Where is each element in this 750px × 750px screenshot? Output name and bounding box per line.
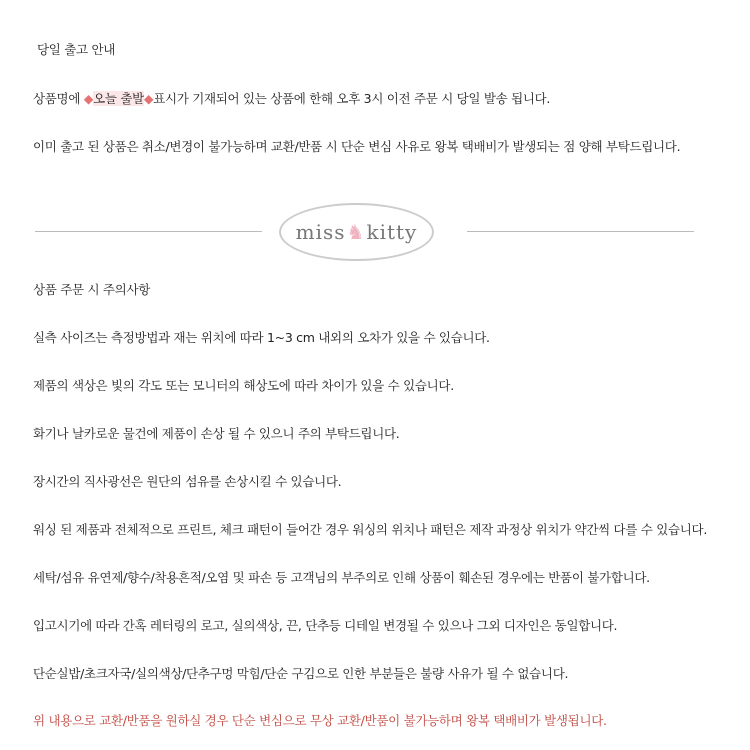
diamond-icon: ◆ (143, 91, 154, 106)
notice-item: 장시간의 직사광선은 원단의 섬유를 손상시킬 수 있습니다. (33, 474, 342, 489)
divider-right (467, 231, 694, 232)
diamond-icon: ◆ (83, 91, 94, 106)
notice-item: 입고시기에 따라 간혹 레터링의 로고, 실의색상, 끈, 단추등 디테일 변경될 수 있으나 그외 디자인은 동일합니다. (33, 618, 618, 633)
notice-item: 화기나 날카로운 물건에 제품이 손상 될 수 있으니 주의 부탁드립니다. (33, 426, 400, 441)
cat-icon: ♞ (346, 220, 366, 244)
return-warning: 위 내용으로 교환/반품을 원하실 경우 단순 변심으로 무상 교환/반품이 불가능하며 왕복 택배비가 발생됩니다. (33, 713, 607, 728)
notice-title: 상품 주문 시 주의사항 (33, 282, 150, 297)
notice-item: 단순실밥/초크자국/실의색상/단추구멍 막힘/단순 구김으로 인한 부분들은 불량 사유가 될 수 없습니다. (33, 666, 569, 681)
shipping-title: 당일 출고 안내 (37, 42, 115, 57)
notice-item: 워싱 된 제품과 전체적으로 프린트, 체크 패턴이 들어간 경우 워싱의 위치나 패턴은 제작 과정상 위치가 약간씩 다를 수 있습니다. (33, 522, 707, 537)
same-day-shipping-note (33, 89, 550, 107)
notice-item: 세탁/섬유 유연제/향수/착용흔적/오염 및 파손 등 고객님의 부주의로 인해 상품이 훼손된 경우에는 반품이 불가합니다. (33, 570, 650, 585)
miss-kitty-logo: miss ♞ kitty (279, 203, 434, 261)
line-prefix: 상품명에 (33, 91, 84, 106)
notice-item: 실측 사이즈는 측정방법과 재는 위치에 따라 1~3 cm 내외의 오차가 있을 수 있습니다. (33, 330, 490, 345)
divider-left (35, 231, 262, 232)
notice-item: 제품의 색상은 빛의 각도 또는 모니터의 해상도에 따라 차이가 있을 수 있습니다. (33, 378, 454, 393)
shipped-note: 이미 출고 된 상품은 취소/변경이 불가능하며 교환/반품 시 단순 변심 사유로 왕복 택배비가 발생되는 점 양해 부탁드립니다. (33, 139, 681, 154)
line-suffix: 표시가 기재되어 있는 상품에 한해 오후 3시 이전 주문 시 당일 발송 됩니다. (153, 91, 551, 106)
today-ship-badge: 오늘 출발 (93, 91, 144, 106)
